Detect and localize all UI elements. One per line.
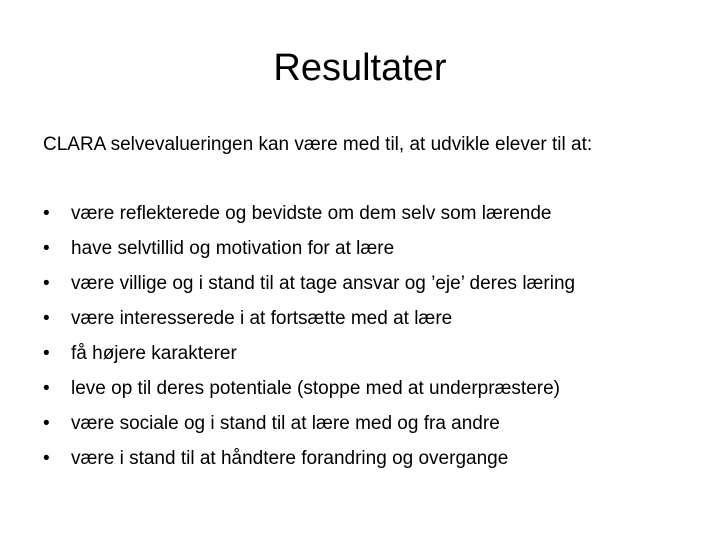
bullet-item [43, 341, 703, 376]
bullet-item [43, 376, 703, 411]
bullet-item [43, 411, 703, 446]
bullet-item [43, 236, 703, 271]
bullet-text: være villige og i stand til at tage ansvar og ’eje’ deres læring [71, 273, 576, 294]
bullet-item [43, 271, 703, 306]
intro-text: CLARA selvevalueringen kan være med til, at udvikle elever til at: [43, 134, 593, 155]
bullet-icon: • [43, 273, 50, 294]
bullet-icon: • [43, 238, 50, 259]
bullet-text: være interesserede i at fortsætte med at lære [71, 308, 453, 329]
bullet-icon: • [43, 378, 50, 399]
bullet-icon: • [43, 448, 50, 469]
bullet-text: være reflekterede og bevidste om dem selv som lærende [71, 203, 552, 224]
bullet-item [43, 446, 703, 481]
bullet-icon: • [43, 413, 50, 434]
bullet-text: få højere karakterer [71, 343, 237, 364]
bullet-icon: • [43, 343, 50, 364]
bullet-list [43, 201, 703, 481]
bullet-item [43, 306, 703, 341]
bullet-icon: • [43, 308, 50, 329]
bullet-item [43, 201, 703, 236]
bullet-text: have selvtillid og motivation for at lære [71, 238, 395, 259]
bullet-text: være i stand til at håndtere forandring og overgange [71, 448, 509, 469]
bullet-text: være sociale og i stand til at lære med og fra andre [71, 413, 500, 434]
slide-title: Resultater [273, 47, 447, 89]
bullet-icon: • [43, 203, 50, 224]
bullet-text: leve op til deres potentiale (stoppe med at underpræstere) [71, 378, 560, 399]
